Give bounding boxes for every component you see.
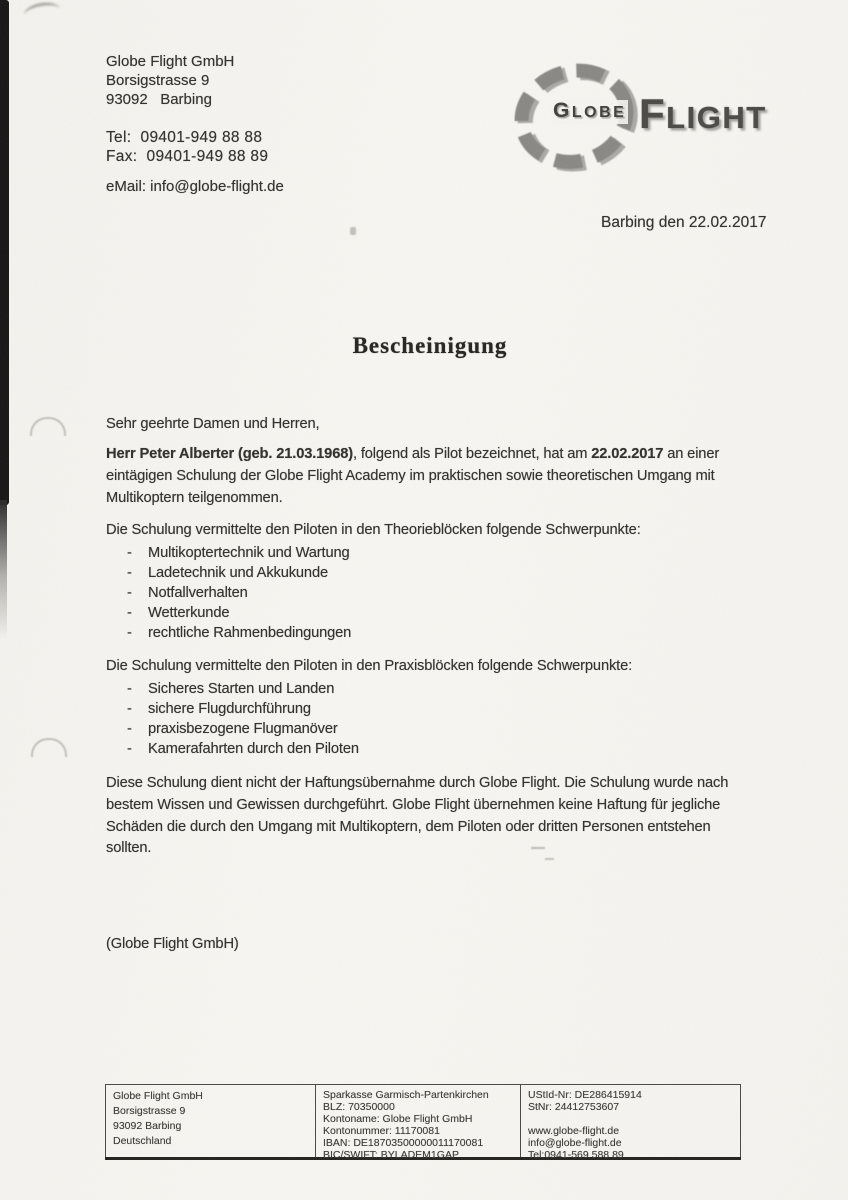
intro-line-3: Multikoptern teilgenommen. — [106, 490, 283, 506]
scan-edge-artifact — [0, 0, 9, 505]
sender-address-block — [106, 52, 234, 109]
theory-item-5: rechtliche Rahmenbedingungen — [148, 625, 352, 641]
theory-item-4: Wetterkunde — [148, 605, 230, 621]
intro-line-1 — [106, 443, 719, 465]
footer-spacer — [528, 1113, 740, 1125]
theory-item-1: Multikoptertechnik und Wartung — [148, 545, 350, 561]
footer-stnr: StNr: 24412753607 — [528, 1101, 620, 1113]
theory-list — [106, 543, 351, 643]
list-item — [106, 739, 359, 759]
list-item — [106, 583, 351, 603]
footer-website: www.globe-flight.de — [528, 1125, 620, 1137]
footer-iban: IBAN: DE18703500000011170081 — [323, 1137, 484, 1149]
praxis-item-2: sichere Flugdurchführung — [148, 701, 311, 717]
intro-line-2: eintägigen Schulung der Globe Flight Academy im praktischen sowie theoretischen Umgang mit — [106, 468, 715, 484]
footer-blz: BLZ: 70350000 — [323, 1101, 395, 1113]
bullet-dash: - — [127, 605, 132, 621]
footer-ustid: UStId-Nr: DE286415914 — [528, 1089, 642, 1101]
list-item — [106, 679, 359, 699]
sender-fax: Fax: 09401-949 88 89 — [106, 148, 269, 165]
scan-speck — [545, 858, 554, 860]
praxis-item-1: Sicheres Starten und Landen — [148, 681, 335, 697]
signature-line: (Globe Flight GmbH) — [106, 936, 239, 952]
document-title: Bescheinigung — [352, 333, 508, 358]
praxis-item-3: praxisbezogene Flugmanöver — [148, 721, 338, 737]
bullet-dash: - — [127, 545, 132, 561]
scan-smudge — [23, 0, 62, 24]
praxis-heading: Die Schulung vermittelte den Piloten in den Praxisblöcken folgende Schwerpunkte: — [106, 658, 633, 674]
footer-bank-name: Sparkasse Garmisch-Partenkirchen — [323, 1089, 489, 1101]
salutation: Sehr geehrte Damen und Herren, — [106, 416, 320, 432]
theory-item-3: Notfallverhalten — [148, 585, 248, 601]
disclaimer-paragraph — [106, 773, 728, 860]
list-item — [106, 699, 359, 719]
sender-city: 93092 Barbing — [106, 91, 212, 108]
intro-text-1: , folgend als Pilot bezeichnet, hat am — [352, 446, 592, 462]
bullet-dash: - — [127, 721, 132, 737]
bullet-dash: - — [127, 565, 132, 581]
footer-tel: Tel:0941-569 588 89 — [528, 1149, 624, 1161]
disclaimer-line-4: sollten. — [106, 840, 152, 857]
theory-item-2: Ladetechnik und Akkukunde — [148, 565, 328, 581]
date-line: Barbing den 22.02.2017 — [601, 214, 767, 231]
disclaimer-line-3: Schäden die durch den Umgang mit Multikoptern, dem Piloten oder dritten Personen entstehen — [106, 818, 711, 835]
intro-paragraph — [106, 443, 719, 509]
scan-edge-artifact-fade — [0, 500, 7, 640]
praxis-item-4: Kamerafahrten durch den Piloten — [148, 741, 359, 757]
footer-company: Globe Flight GmbH — [113, 1090, 203, 1102]
sender-company: Globe Flight GmbH — [106, 53, 235, 70]
scan-speck — [531, 847, 545, 849]
training-date-bold: 22.02.2017 — [591, 446, 664, 462]
logo-flight-text: FLIGHT — [639, 90, 767, 137]
bullet-dash: - — [127, 741, 132, 757]
sender-street: Borsigstrasse 9 — [106, 72, 210, 89]
sender-tel: Tel: 09401-949 88 88 — [106, 129, 263, 146]
disclaimer-line-1: Diese Schulung dient nicht der Haftungsübernahme durch Globe Flight. Die Schulung wurde nach — [106, 775, 729, 791]
bullet-dash: - — [127, 701, 132, 717]
sender-email: eMail: info@globe-flight.de — [106, 178, 284, 195]
bullet-dash: - — [127, 625, 132, 641]
scan-speck — [350, 227, 356, 235]
footer-tax-web-column — [520, 1085, 741, 1161]
punch-hole-mark — [30, 417, 66, 436]
sender-contact-block — [106, 128, 268, 166]
list-item — [106, 603, 351, 623]
theory-heading: Die Schulung vermittelte den Piloten in den Theorieblöcken folgende Schwerpunkte: — [106, 522, 641, 538]
footer-account-number: Kontonummer: 11170081 — [323, 1125, 440, 1137]
list-item — [106, 543, 351, 563]
footer-account-name: Kontoname: Globe Flight GmbH — [323, 1113, 473, 1125]
punch-hole-mark — [31, 738, 67, 757]
globe-flight-logo — [505, 58, 795, 176]
footer-email: info@globe-flight.de — [528, 1137, 622, 1149]
list-item — [106, 719, 359, 739]
footer-address-column — [105, 1085, 315, 1157]
praxis-list — [106, 679, 359, 759]
bullet-dash: - — [127, 585, 132, 601]
bullet-dash: - — [127, 681, 132, 697]
pilot-name-bold: Herr Peter Alberter (geb. 21.03.1968) — [106, 446, 353, 462]
footer-bic: BIC/SWIFT: BYLADEM1GAP — [323, 1149, 459, 1161]
list-item — [106, 563, 351, 583]
list-item — [106, 623, 351, 643]
footer-street: Borsigstrasse 9 — [113, 1105, 186, 1117]
footer-table — [105, 1084, 741, 1160]
footer-city: 93092 Barbing — [113, 1120, 182, 1132]
footer-country: Deutschland — [113, 1135, 172, 1147]
footer-bank-column — [315, 1085, 520, 1161]
intro-text-2: an einer — [663, 446, 720, 462]
disclaimer-line-2: bestem Wissen und Gewissen durchgeführt. Globe Flight übernehmen keine Haftung für jegliche — [106, 796, 721, 813]
logo-globe-text: GLOBE — [553, 99, 627, 122]
